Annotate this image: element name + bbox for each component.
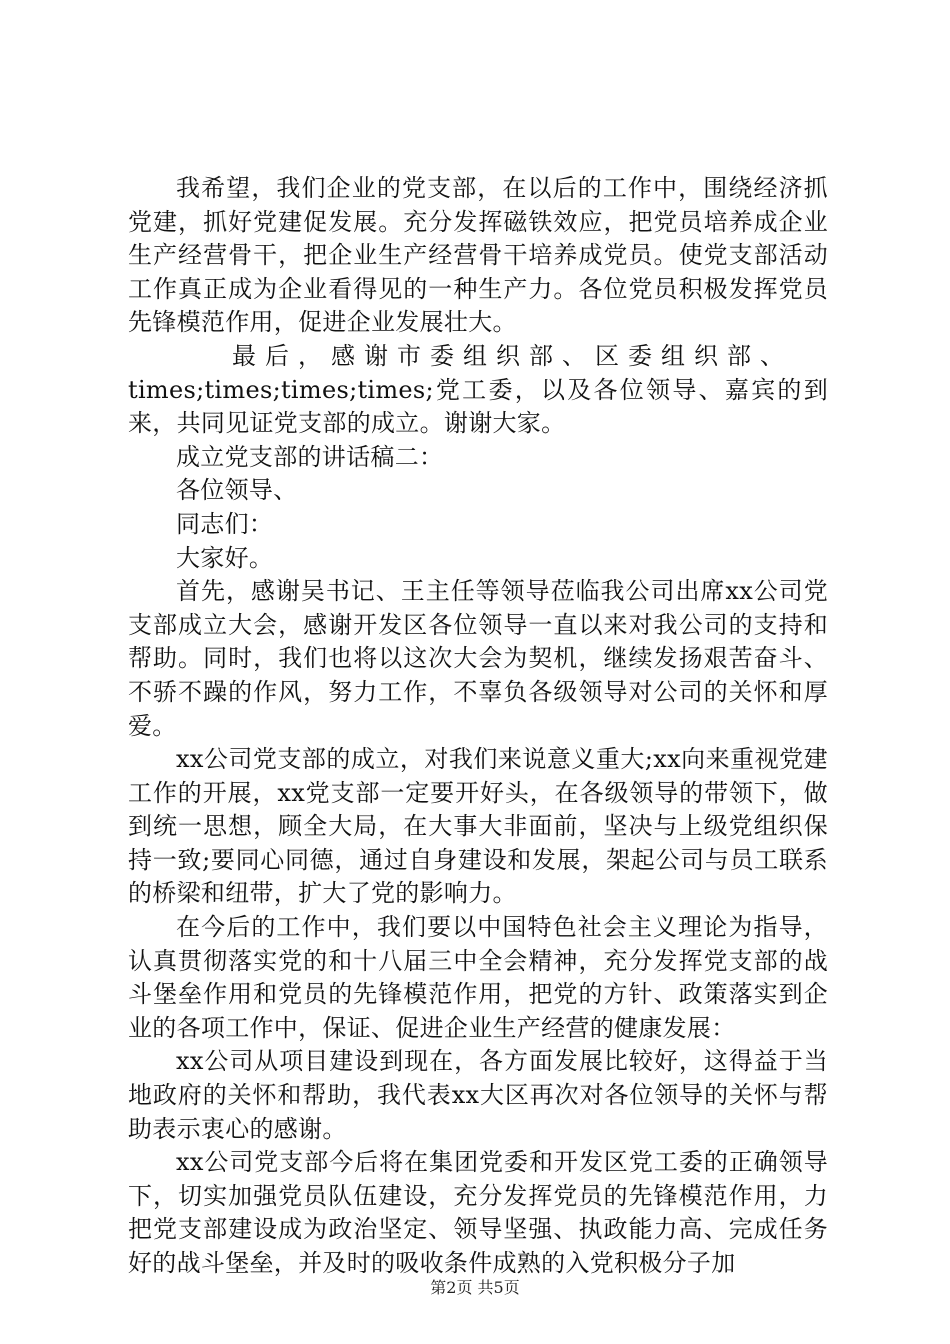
page-number: 第2页 共5页 bbox=[430, 1278, 520, 1297]
paragraph-thanks-start bbox=[128, 340, 828, 374]
greeting: 大家好。 bbox=[176, 543, 274, 572]
section-heading: 成立党支部的讲话稿二： bbox=[176, 442, 444, 471]
salutation-comrades: 同志们： bbox=[176, 509, 274, 538]
paragraph-hope: 我希望，我们企业的党支部，在以后的工作中，围绕经济抓党建，抓好党建促发展。充分发挥磁铁效应，把党员培养成企业生产经营骨干，把企业生产经营骨干培养成党员。使党支部活动工作真正成为企业看得见的一种生产力。各位党员积极发挥党员先锋模范作用，促进企业发展壮大。 bbox=[128, 174, 828, 337]
salutation-leaders: 各位领导、 bbox=[176, 476, 298, 505]
paragraph-thanks-line: 最后，感谢市委组织部、区委组织部、 bbox=[232, 341, 793, 370]
paragraph-thanks-end: times;times;times;times;党工委，以及各位领导、嘉宾的到来，共同见证党支部的成立。谢谢大家。 bbox=[128, 375, 828, 438]
document-body bbox=[128, 172, 828, 1281]
paragraph-gratitude: xx公司从项目建设到现在，各方面发展比较好，这得益于当地政府的关怀和帮助，我代表xx大区再次对各位领导的关怀与帮助表示衷心的感谢。 bbox=[128, 1047, 828, 1143]
paragraph-significance: xx公司党支部的成立，对我们来说意义重大;xx向来重视党建工作的开展，xx党支部一定要开好头，在各级领导的带领下，做到统一思想，顾全大局，在大事大非面前，坚决与上级党组织保持一致;要同心同德，通过自身建设和发展，架起公司与员工联系的桥梁和纽带，扩大了党的影响力。 bbox=[128, 745, 828, 908]
paragraph-future-work: 在今后的工作中，我们要以中国特色社会主义理论为指导，认真贯彻落实党的和十八届三中全会精神，充分发挥党支部的战斗堡垒作用和党员的先锋模范作用，把党的方针、政策落实到企业的各项工作中，保证、促进企业生产经营的健康发展： bbox=[128, 913, 828, 1042]
paragraph-first-thanks: 首先，感谢吴书记、王主任等领导莅临我公司出席xx公司党支部成立大会，感谢开发区各位领导一直以来对我公司的支持和帮助。同时，我们也将以这次大会为契机，继续发扬艰苦奋斗、不骄不躁的作风，努力工作，不辜负各级领导对公司的关怀和厚爱。 bbox=[128, 577, 828, 740]
paragraph-outlook: xx公司党支部今后将在集团党委和开发区党工委的正确领导下，切实加强党员队伍建设，充分发挥党员的先锋模范作用，力把党支部建设成为政治坚定、领导坚强、执政能力高、完成任务好的战斗堡垒，并及时的吸收条件成熟的入党积极分子加 bbox=[128, 1148, 828, 1277]
